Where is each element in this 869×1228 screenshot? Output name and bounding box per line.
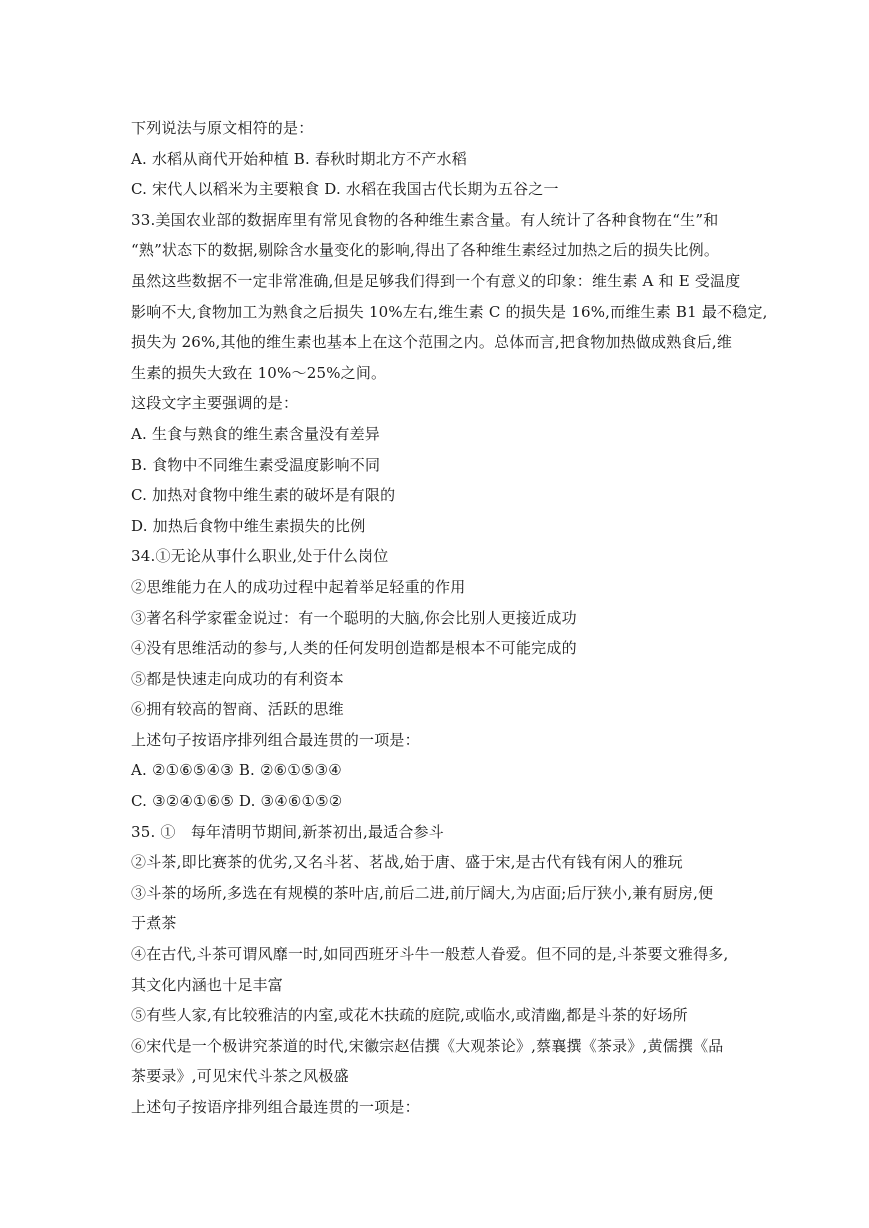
- question-35-sentence: 茶要录》,可见宋代斗茶之风极盛: [131, 1067, 349, 1086]
- question-35-sentence: 其文化内涵也十足丰富: [131, 975, 284, 994]
- question-33-text: 影响不大,食物加工为熟食之后损失 10%左右,维生素 C 的损失是 16%,而维生素 B1 最不稳定,: [131, 302, 768, 321]
- question-33-text: 损失为 26%,其他的维生素也基本上在这个范围之内。总体而言,把食物加热做成熟食后,维: [131, 333, 733, 352]
- option-a: A. 生食与熟食的维生素含量没有差异: [131, 424, 380, 443]
- question-prompt: 这段文字主要强调的是：: [131, 394, 299, 413]
- option-b: B. 食物中不同维生素受温度影响不同: [131, 455, 381, 474]
- question-33-text: “熟”状态下的数据,剔除含水量变化的影响,得出了各种维生素经过加热之后的损失比例。: [131, 241, 720, 260]
- option-d: D. 加热后食物中维生素损失的比例: [131, 516, 366, 535]
- question-prompt: 上述句子按语序排列组合最连贯的一项是：: [131, 1098, 420, 1116]
- option-c: C. 加热对食物中维生素的破坏是有限的: [131, 486, 396, 505]
- option-line: C. 宋代人以稻米为主要粮食 D. 水稻在我国古代长期为五谷之一: [131, 180, 559, 199]
- question-35-sentence: 于煮茶: [131, 914, 177, 933]
- question-34-sentence: ④没有思维活动的参与,人类的任何发明创造都是根本不可能完成的: [131, 639, 577, 658]
- question-35-sentence: ③斗茶的场所,多选在有规模的茶叶店,前后二进,前厅阔大,为店面;后厅狭小,兼有厨房,便: [131, 883, 714, 902]
- option-line: C. ③②④①⑥⑤ D. ③④⑥①⑤②: [131, 792, 343, 811]
- question-33-text: 生素的损失大致在 10%～25%之间。: [131, 363, 387, 382]
- question-34-sentence: ③著名科学家霍金说过：有一个聪明的大脑,你会比别人更接近成功: [131, 608, 577, 627]
- question-35-sentence: ④在古代,斗茶可谓风靡一时,如同西班牙斗牛一般惹人眷爱。但不同的是,斗茶要文雅得多,: [131, 945, 729, 964]
- question-34-sentence: ②思维能力在人的成功过程中起着举足轻重的作用: [131, 577, 466, 596]
- question-33-text: 虽然这些数据不一定非常准确,但是足够我们得到一个有意义的印象：维生素 A 和 E 受温度: [131, 271, 741, 290]
- option-line: A. 水稻从商代开始种植 B. 春秋时期北方不产水稻: [131, 149, 467, 168]
- question-34-sentence: ⑥拥有较高的智商、活跃的思维: [131, 700, 344, 719]
- question-34-sentence: 34.①无论从事什么职业,处于什么岗位: [131, 547, 389, 566]
- question-33-text: 33.美国农业部的数据库里有常见食物的各种维生素含量。有人统计了各种食物在“生”和: [131, 210, 719, 229]
- question-35-sentence: 35. ① 每年清明节期间,新茶初出,最适合参斗: [131, 822, 444, 841]
- question-34-sentence: ⑤都是快速走向成功的有利资本: [131, 669, 344, 688]
- document-body: [131, 113, 768, 1123]
- option-line: A. ②①⑥⑤④③ B. ②⑥①⑤③④: [131, 761, 342, 780]
- question-35-sentence: ⑥宋代是一个极讲究茶道的时代,宋徽宗赵佶撰《大观茶论》,蔡襄撰《茶录》,黄儒撰《品: [131, 1036, 724, 1055]
- question-35-sentence: ⑤有些人家,有比较雅洁的内室,或花木扶疏的庭院,或临水,或清幽,都是斗茶的好场所: [131, 1006, 688, 1025]
- text-line: 下列说法与原文相符的是：: [131, 119, 314, 137]
- question-35-sentence: ②斗茶,即比赛茶的优劣,又名斗茗、茗战,始于唐、盛于宋,是古代有钱有闲人的雅玩: [131, 853, 683, 872]
- question-prompt: 上述句子按语序排列组合最连贯的一项是：: [131, 730, 420, 749]
